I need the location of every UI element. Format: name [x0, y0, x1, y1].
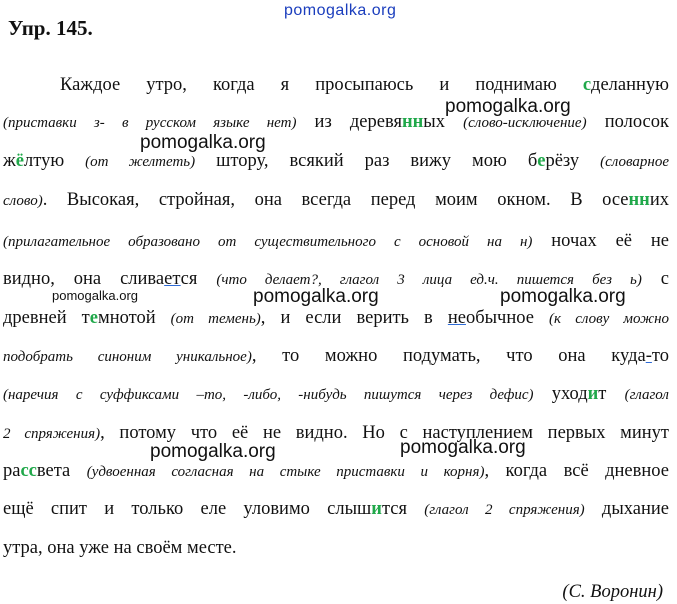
- text-segment: ых: [423, 112, 464, 132]
- watermark: pomogalka.org: [500, 286, 626, 307]
- text-segment: , и если верить в: [260, 308, 448, 328]
- comment-text: подобрать синоним уникальное): [3, 349, 252, 365]
- highlighted-letter: е: [537, 151, 546, 171]
- comment-text: 2 спряжения): [3, 426, 101, 442]
- text-line: [3, 347, 669, 366]
- comment-text: (приставки з- в русском языке нет): [3, 115, 297, 131]
- highlighted-letter: сс: [20, 461, 37, 481]
- comment-text: (прилагательное образовано от существительного с основой на н): [3, 234, 533, 250]
- comment-text: (удвоенная согласная на стыке приставки и корня): [86, 464, 485, 480]
- highlighted-letter: е: [89, 308, 98, 328]
- text-segment: ночах её не: [532, 231, 669, 251]
- highlighted-letter: с: [582, 75, 592, 95]
- text-segment: , то можно подумать, что она куда: [251, 346, 646, 366]
- text-segment: из деревя: [296, 112, 402, 132]
- text-segment: ж: [3, 151, 16, 171]
- watermark: pomogalka.org: [445, 96, 571, 117]
- text-segment: утра, она уже на своём месте.: [3, 538, 237, 558]
- text-line: [3, 232, 669, 251]
- text-segment: дыхание: [584, 499, 669, 519]
- highlighted-letter: нн: [628, 190, 650, 210]
- text-segment: деланную: [591, 75, 669, 95]
- text-segment: полосок: [586, 112, 669, 132]
- comment-text: (словарное: [600, 154, 669, 170]
- text-segment: видно, она слива: [3, 269, 165, 289]
- text-segment: древней т: [3, 308, 90, 328]
- comment-text: (от темень): [170, 311, 261, 327]
- comment-text: (к слову можно: [549, 311, 670, 327]
- watermark: pomogalka.org: [150, 441, 276, 462]
- text-segment: то: [651, 346, 669, 366]
- watermark-top: pomogalka.org: [284, 2, 397, 19]
- author-signature: (С. Воронин): [562, 582, 663, 602]
- text-segment: ра: [3, 461, 21, 481]
- text-segment: мнотой: [97, 308, 171, 328]
- comment-text: (наречия с суффиксами –то, -либо, -нибудь пишутся через дефис): [3, 387, 534, 403]
- comment-text: (что делает?, глагол 3 лица ед.ч. пишется без ь): [216, 272, 642, 288]
- comment-text: слово): [3, 193, 43, 209]
- highlighted-letter: нн: [401, 112, 424, 132]
- text-line: [3, 191, 669, 210]
- text-segment: ещё спит и только еле уловимо слыш: [3, 499, 372, 519]
- comment-text: (от желтеть): [85, 154, 196, 170]
- text-segment: , потому что её не видно. Но с наступлением первых минут: [100, 423, 669, 443]
- comment-text: (глагол: [624, 387, 669, 403]
- watermark: pomogalka.org: [253, 286, 379, 307]
- text-line: [3, 539, 669, 558]
- text-segment: т: [598, 384, 625, 404]
- underlined-part: не: [447, 308, 466, 328]
- text-line: [3, 462, 669, 481]
- text-segment: штору, всякий раз вижу мою б: [195, 151, 538, 171]
- text-segment: с: [641, 269, 669, 289]
- text-segment: обычное: [465, 308, 550, 328]
- text-line: [3, 500, 669, 519]
- watermark: pomogalka.org: [52, 288, 138, 303]
- text-line: [3, 152, 669, 171]
- text-line: [3, 309, 669, 328]
- comment-text: (глагол 2 спряжения): [424, 502, 585, 518]
- highlighted-letter: и: [587, 384, 599, 404]
- text-segment: Каждое утро, когда я просыпаюсь и поднимаю: [60, 75, 583, 95]
- highlighted-letter: и: [371, 499, 382, 519]
- text-segment: уход: [533, 384, 588, 404]
- watermark: pomogalka.org: [400, 437, 526, 458]
- exercise-title: Упр. 145.: [8, 16, 93, 40]
- text-segment: их: [649, 190, 669, 210]
- watermark: pomogalka.org: [140, 132, 266, 153]
- text-segment: , когда всё дневное: [484, 461, 669, 481]
- text-segment: тся: [381, 499, 425, 519]
- text-segment: ся: [180, 269, 217, 289]
- text-segment: лтую: [24, 151, 86, 171]
- text-line: [3, 424, 669, 443]
- text-segment: вета: [36, 461, 87, 481]
- highlighted-letter: ё: [15, 151, 25, 171]
- text-line: [60, 76, 669, 95]
- text-line: [3, 385, 669, 404]
- text-segment: рёзу: [545, 151, 601, 171]
- underlined-part: ет: [164, 269, 181, 289]
- comment-text: (слово-исключение): [463, 115, 587, 131]
- underlined-part: -: [645, 346, 652, 366]
- text-segment: . Высокая, стройная, она всегда перед моим окном. В осе: [42, 190, 629, 210]
